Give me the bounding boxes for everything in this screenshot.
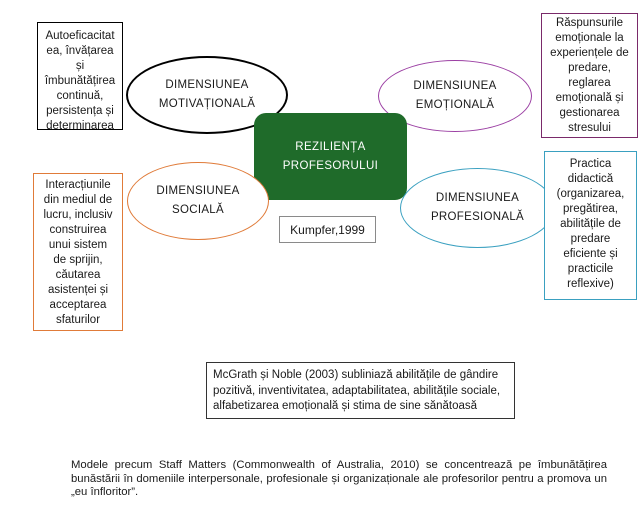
motivational-description-text: Autoeficacitat ea, învățarea și îmbunătățirea continuă, persistența și determinarea: [44, 30, 116, 132]
teacher-resilience-label: REZILIENȚA PROFESORULUI: [282, 140, 379, 172]
motivational-description-box: [37, 22, 123, 130]
emotional-description-text: Răspunsurile emoționale la experiențele de predare, reglarea emoțională și gestionarea stresului: [550, 17, 629, 134]
staff-matters-footer-note: Modele precum Staff Matters (Commonwealth of Australia, 2010) se concentrează pe îmbunătățirea bunăstării în domeniile interpersonale, profesionale și organizaționale ale profesorilor pentru a promova un „eu înfloritor”.: [71, 459, 607, 498]
professional-dimension-ellipse: [400, 168, 555, 248]
professional-dimension-label: DIMENSIUNEA PROFESIONALĂ: [430, 192, 525, 223]
social-dimension-ellipse: [127, 162, 269, 240]
professional-description-box: [544, 151, 637, 300]
teacher-resilience-center: [254, 113, 407, 200]
mcgrath-noble-note: McGrath și Noble (2003) subliniază abilitățile de gândire pozitivă, inventivitatea, adaptabilitatea, abilitățile sociale, alfabetizarea emoțională și stima de sine sănătoasă: [206, 362, 515, 419]
social-description-text: Interacțiunile din mediul de lucru, inclusiv construirea unui sistem de sprijin, căutarea asistenței și acceptarea sfaturilor: [43, 179, 113, 326]
emotional-description-box: [541, 13, 638, 138]
professional-description-text: Practica didactică (organizarea, pregătirea, abilitățile de predare eficiente și practicile reflexive): [556, 158, 625, 290]
social-dimension-label: DIMENSIUNEA SOCIALĂ: [156, 185, 240, 216]
citation-kumpfer: Kumpfer,1999: [279, 216, 376, 243]
motivational-dimension-label: DIMENSIUNEA MOTIVAȚIONALĂ: [158, 79, 256, 110]
emotional-dimension-label: DIMENSIUNEA EMOȚIONALĂ: [413, 80, 497, 111]
social-description-box: [33, 173, 123, 331]
